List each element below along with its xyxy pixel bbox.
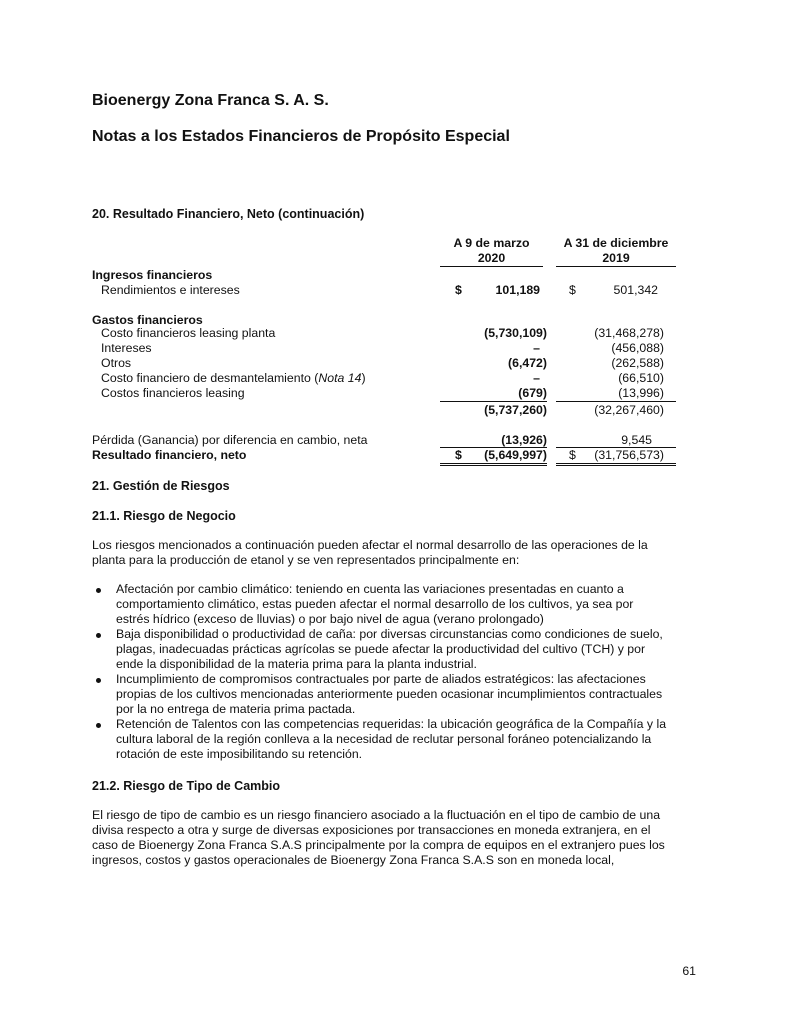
resultado-double-rule-2020-a (440, 463, 547, 464)
column-header-2019-line2: 2019 (602, 251, 630, 265)
gastos-header: Gastos financieros (92, 313, 203, 327)
gasto-label: Costo financieros leasing planta (101, 326, 276, 340)
page-number: 61 (682, 964, 696, 978)
bullet-line: comportamiento climático, estas pueden afectar el normal desarrollo de los cultivos, ya sea por (116, 597, 634, 611)
gasto-label-suffix: ) (361, 371, 366, 385)
column-header-2020-line2: 2020 (477, 251, 506, 265)
gasto-value-2019: (13,996) (618, 386, 664, 400)
gasto-value-2019: (66,510) (618, 371, 664, 385)
gasto-label-prefix: Costo financiero de desmantelamiento ( (101, 371, 319, 385)
bullet-icon (96, 588, 101, 593)
currency-symbol-2020: $ (455, 283, 462, 297)
bullet-line: Retención de Talentos con las competencias requeridas: la ubicación geográfica de la Compañía y la (116, 717, 667, 731)
currency-symbol-2020: $ (455, 448, 462, 462)
header-underline-2019 (556, 266, 676, 267)
fx-risk-line: divisa respecto a otra y surge de diversas exposiciones por transacciones en moneda extranjera, en el (92, 823, 651, 837)
bullet-line: rotación de este imposibilitando su retención. (116, 747, 363, 761)
perdida-value-2019: 9,545 (621, 433, 652, 447)
bullet-line: por la no entrega de materia prima pactada. (116, 702, 356, 716)
gasto-value-2020: – (533, 371, 540, 385)
gasto-value-2020: (679) (518, 386, 547, 400)
gasto-value-2020: (5,730,109) (484, 326, 547, 340)
currency-symbol-2019: $ (569, 448, 576, 462)
rendimientos-label: Rendimientos e intereses (101, 283, 240, 297)
bullet-line: ende la disponibilidad de la materia prima para la planta industrial. (116, 657, 477, 671)
header-underline-2020 (440, 266, 543, 267)
gasto-value-2019: (456,088) (611, 341, 664, 355)
rendimientos-value-2020: 101,189 (495, 283, 540, 297)
bullet-line: cultura laboral de la región conlleva a la necesidad de reclutar personal foráneo potencializando la (116, 732, 652, 746)
bullet-line: propias de los cultivos mencionadas anteriormente pueden ocasionar incumplimientos contractuales (116, 687, 663, 701)
bullet-icon (96, 678, 101, 683)
bullet-line: plagas, inadecuadas prácticas agrícolas se puede afectar la productividad del cultivo (TCH) y por (116, 642, 646, 656)
resultado-value-2020: (5,649,997) (484, 448, 547, 462)
fx-risk-line: ingresos, costos y gastos operacionales de Bioenergy Zona Franca S.A.S son en moneda local, (92, 853, 615, 867)
gasto-label-desmantelamiento (101, 371, 366, 386)
nota-reference: Nota 14 (318, 371, 362, 385)
section-21-2-title: 21.2. Riesgo de Tipo de Cambio (92, 779, 281, 793)
gastos-subtotal-rule-2020 (440, 401, 547, 402)
gasto-label: Costos financieros leasing (101, 386, 245, 400)
currency-symbol-2019: $ (569, 283, 576, 297)
rendimientos-value-2019: 501,342 (613, 283, 658, 297)
bullet-icon (96, 633, 101, 638)
gasto-label: Otros (101, 356, 132, 370)
gastos-total-2019: (32,267,460) (594, 403, 664, 417)
gastos-subtotal-rule-2019 (556, 401, 676, 402)
resultado-label: Resultado financiero, neto (92, 448, 247, 462)
resultado-double-rule-2019-a (556, 463, 676, 464)
fx-risk-line: caso de Bioenergy Zona Franca S.A.S principalmente por la compra de equipos en el extranjero pues los (92, 838, 665, 852)
gasto-label: Intereses (101, 341, 152, 355)
gasto-value-2020: (6,472) (508, 356, 547, 370)
company-name: Bioenergy Zona Franca S. A. S. (92, 92, 329, 109)
gasto-value-2020: – (533, 341, 540, 355)
bullet-line: estrés hídrico (exceso de lluvias) o por bajo nivel de agua (verano prolongado) (116, 612, 544, 626)
section-20-title: 20. Resultado Financiero, Neto (continuación) (92, 207, 365, 221)
resultado-value-2019: (31,756,573) (594, 448, 664, 462)
bullet-line: Incumplimiento de compromisos contractuales por parte de aliados estratégicos: las afectaciones (116, 672, 646, 686)
risk-intro-line: Los riesgos mencionados a continuación pueden afectar el normal desarrollo de las operaciones de la (92, 538, 648, 552)
ingresos-header: Ingresos financieros (92, 268, 213, 282)
resultado-double-rule-2019-b (556, 465, 676, 466)
perdida-label: Pérdida (Ganancia) por diferencia en cambio, neta (92, 433, 368, 447)
gasto-value-2019: (262,588) (611, 356, 664, 370)
risk-intro-line: planta para la producción de etanol y se ven representados principalmente en: (92, 553, 520, 567)
bullet-line: Baja disponibilidad o productividad de caña: por diversas circunstancias como condiciones de suelo, (116, 627, 663, 641)
document-subtitle: Notas a los Estados Financieros de Propósito Especial (92, 128, 510, 145)
perdida-value-2020: (13,926) (501, 433, 547, 447)
gasto-value-2019: (31,468,278) (594, 326, 664, 340)
column-header-2019-line1: A 31 de diciembre (563, 236, 669, 250)
section-21-1-title: 21.1. Riesgo de Negocio (92, 509, 236, 523)
column-header-2020-line1: A 9 de marzo (453, 236, 530, 250)
gastos-total-2020: (5,737,260) (484, 403, 547, 417)
section-21-title: 21. Gestión de Riesgos (92, 479, 230, 493)
fx-risk-line: El riesgo de tipo de cambio es un riesgo financiero asociado a la fluctuación en el tipo de cambio de una (92, 808, 661, 822)
resultado-double-rule-2020-b (440, 465, 547, 466)
bullet-line: Afectación por cambio climático: teniendo en cuenta las variaciones presentadas en cuanto a (116, 582, 624, 596)
bullet-icon (96, 723, 101, 728)
